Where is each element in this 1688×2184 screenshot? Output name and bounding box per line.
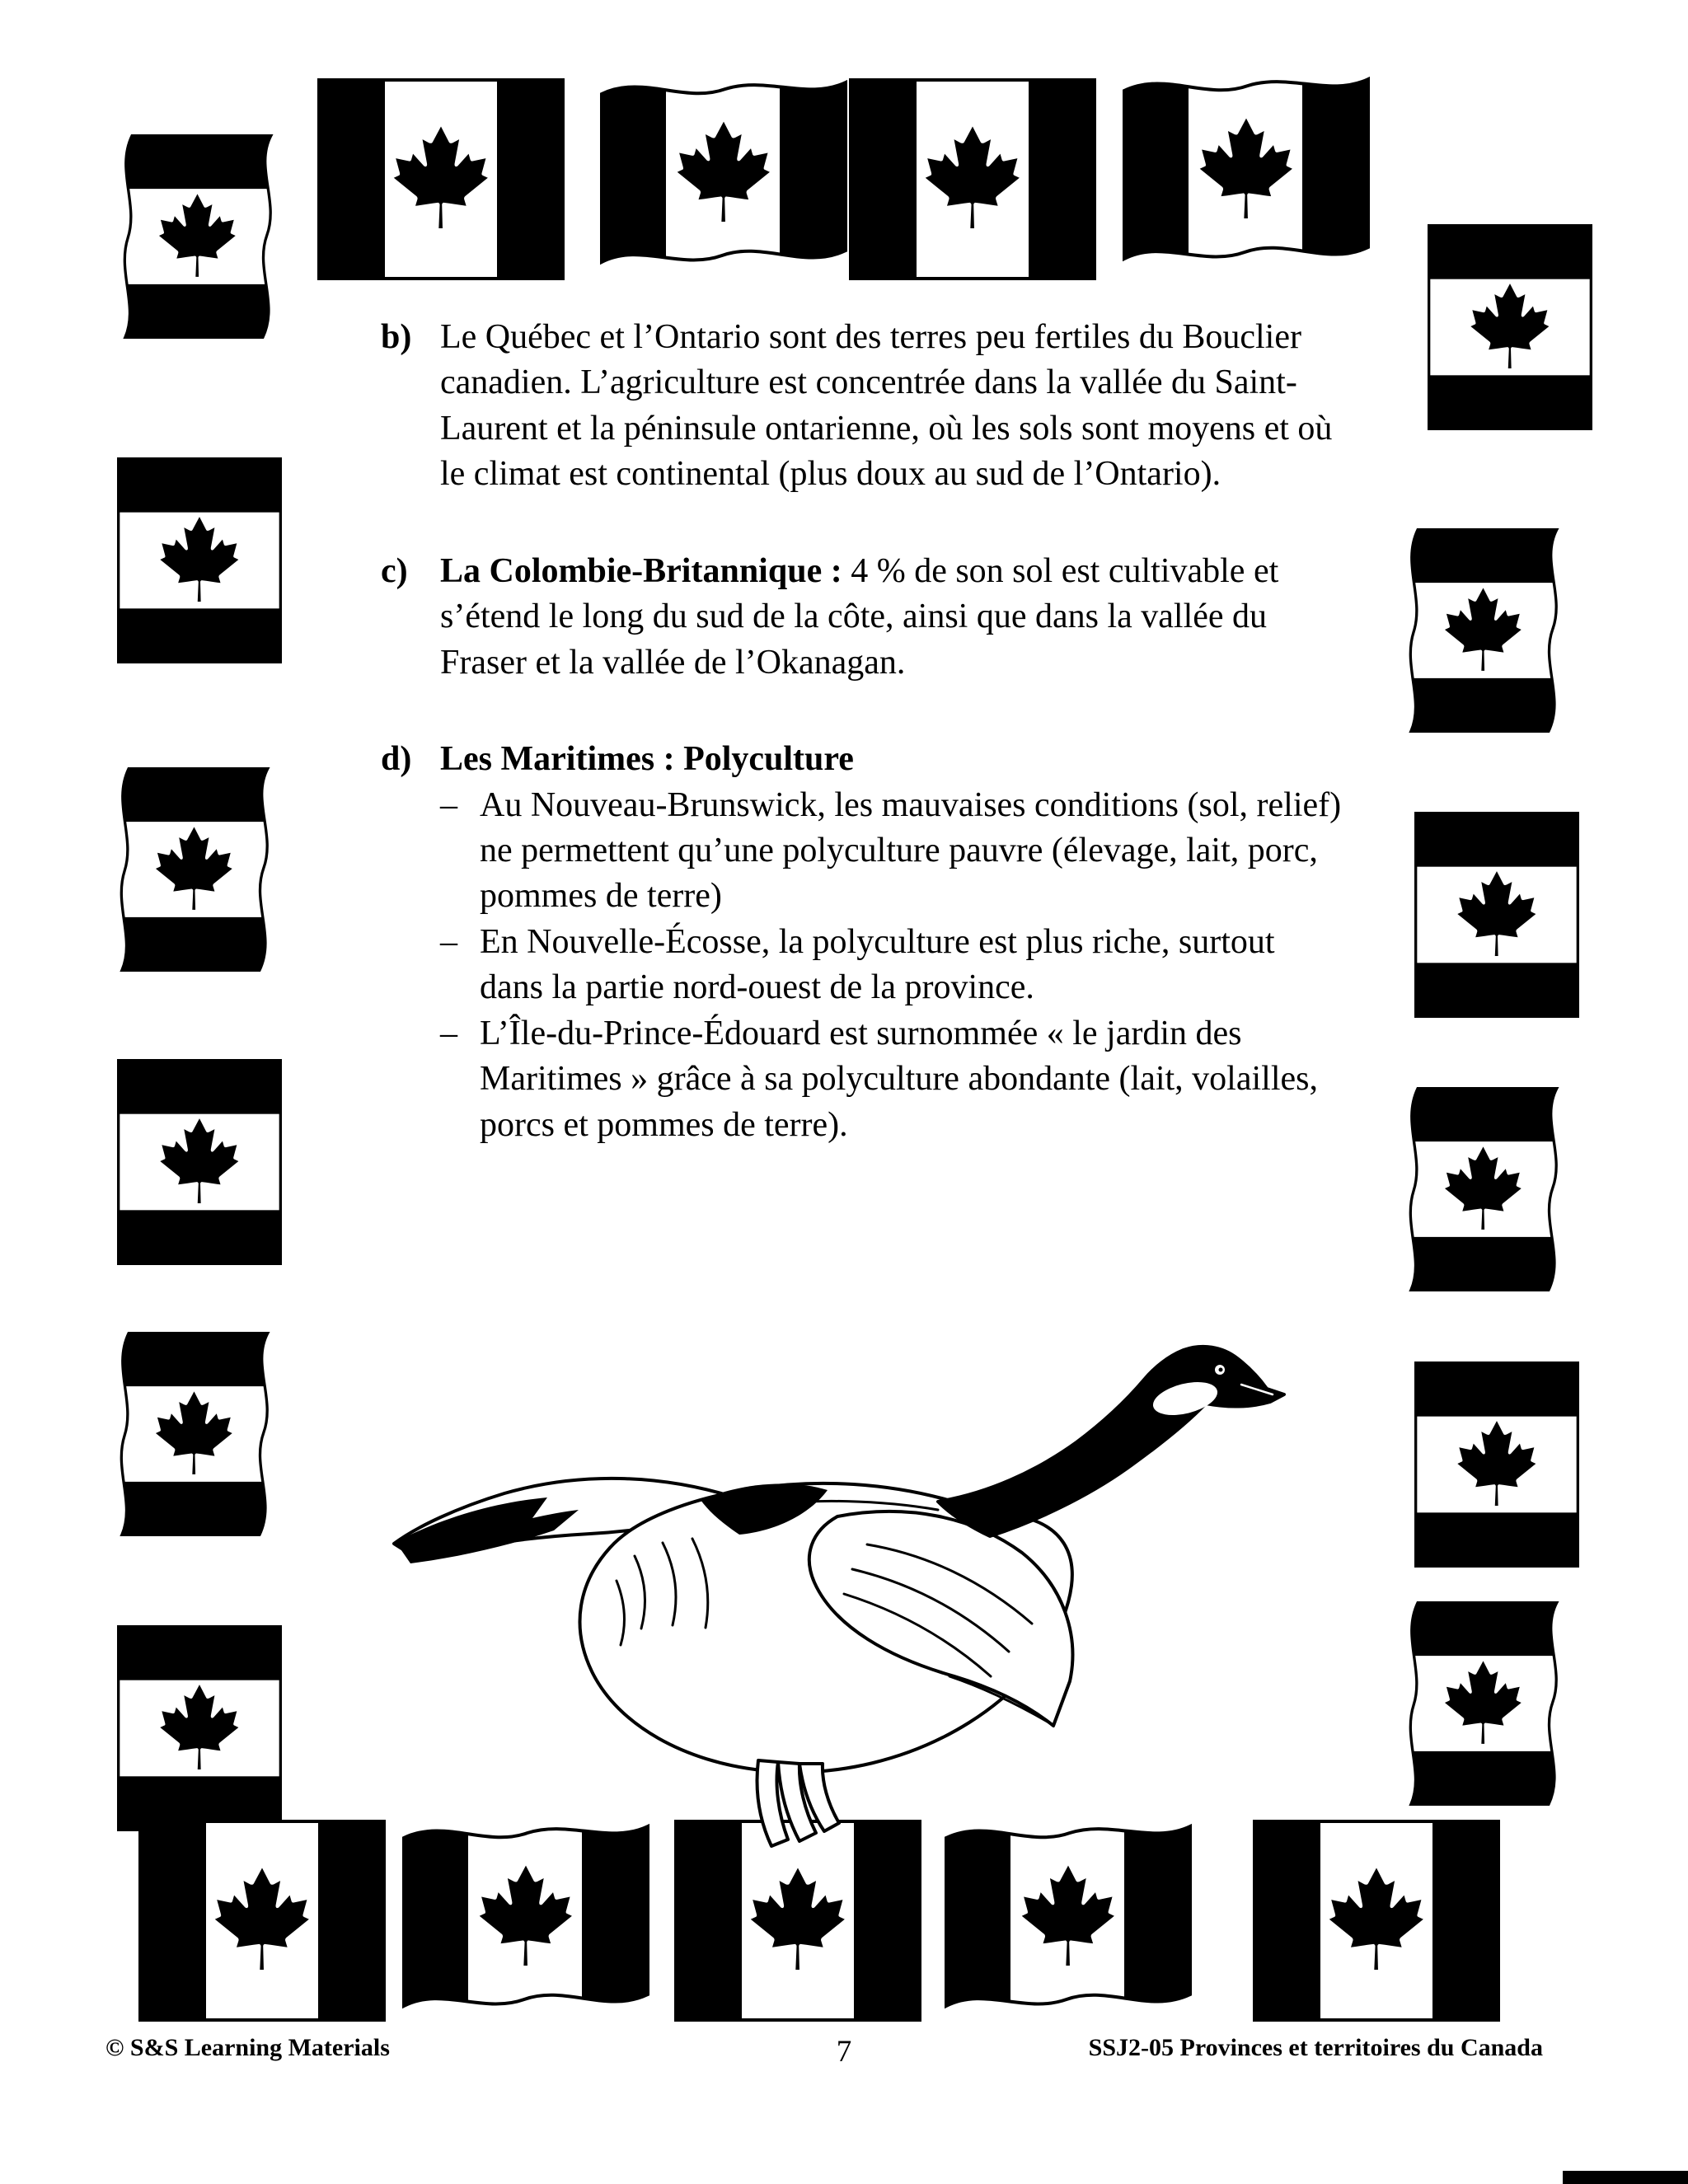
bullet-dash: – — [440, 785, 457, 824]
bullet-dash: – — [440, 922, 457, 961]
page-footer — [0, 2034, 1688, 2083]
item-c — [381, 549, 1345, 686]
content-area — [381, 315, 1345, 1199]
list-item — [440, 783, 1345, 920]
canada-flag-icon — [119, 1061, 281, 1264]
bullet-text: L’Île-du-Prince-Édouard est surnommée « le jardin des Maritimes » grâce à sa polyculture abondante (lait, volailles, porcs et pommes de terre). — [480, 1014, 1318, 1144]
canada-flag-icon — [1395, 528, 1572, 733]
canada-flag-icon — [1416, 1363, 1578, 1567]
canada-goose-illustration — [371, 1302, 1311, 1863]
canada-flag-icon — [851, 80, 1095, 279]
item-c-paragraph — [440, 549, 1345, 686]
item-d-label: d) — [381, 740, 412, 779]
canada-flag-icon — [109, 134, 286, 339]
bullet-text: En Nouvelle-Écosse, la polyculture est plus riche, surtout dans la partie nord-ouest de la province. — [480, 922, 1275, 1007]
canada-flag-icon — [600, 68, 847, 282]
item-c-label: c) — [381, 551, 408, 590]
item-c-text: 4 % de son sol est cultivable et s’étend le long du sud de la côte, ainsi que dans la vallée du Fraser et la vallée de l’Okanagan. — [440, 551, 1279, 682]
bullet-text: Au Nouveau-Brunswick, les mauvaises conditions (sol, relief) ne permettent qu’une polyculture pauvre (élevage, lait, porc, pommes de terre) — [480, 785, 1342, 916]
item-d-body — [440, 737, 1345, 1148]
item-d — [381, 737, 1345, 1148]
item-b-text: Le Québec et l’Ontario sont des terres peu fertiles du Bouclier canadien. L’agriculture est concentrée dans la vallée du Saint- Laurent et la péninsule ontarienne, où les sols sont moyens et où le climat est continental (plus doux au sud de l’Ontario). — [440, 318, 1333, 494]
scan-artifact — [1563, 2171, 1688, 2184]
page-number: 7 — [836, 2035, 852, 2069]
list-item — [440, 1011, 1345, 1148]
canada-flag-icon — [1123, 64, 1370, 279]
footer-code: SSJ2-05 Provinces et territoires du Canada — [1088, 2034, 1543, 2061]
canada-flag-icon — [119, 459, 281, 663]
item-b — [381, 315, 1345, 498]
list-item — [440, 920, 1345, 1011]
footer-copyright: © S&S Learning Materials — [106, 2034, 390, 2061]
canada-flag-icon — [1395, 1601, 1572, 1806]
canada-flag-icon — [106, 767, 283, 972]
canada-flag-icon — [140, 1821, 384, 2020]
item-d-heading: Les Maritimes : Polyculture — [440, 740, 854, 779]
item-b-label: b) — [381, 318, 412, 356]
canada-flag-icon — [319, 80, 563, 279]
item-c-lead: La Colombie-Britannique : — [440, 551, 842, 590]
canada-flag-icon — [1416, 813, 1578, 1017]
item-d-bullets — [440, 783, 1345, 1149]
canada-flag-icon — [119, 1627, 281, 1830]
canada-flag-icon — [1429, 226, 1592, 429]
canada-flag-icon — [106, 1332, 283, 1536]
bullet-dash: – — [440, 1014, 457, 1052]
canada-flag-icon — [1395, 1087, 1572, 1291]
